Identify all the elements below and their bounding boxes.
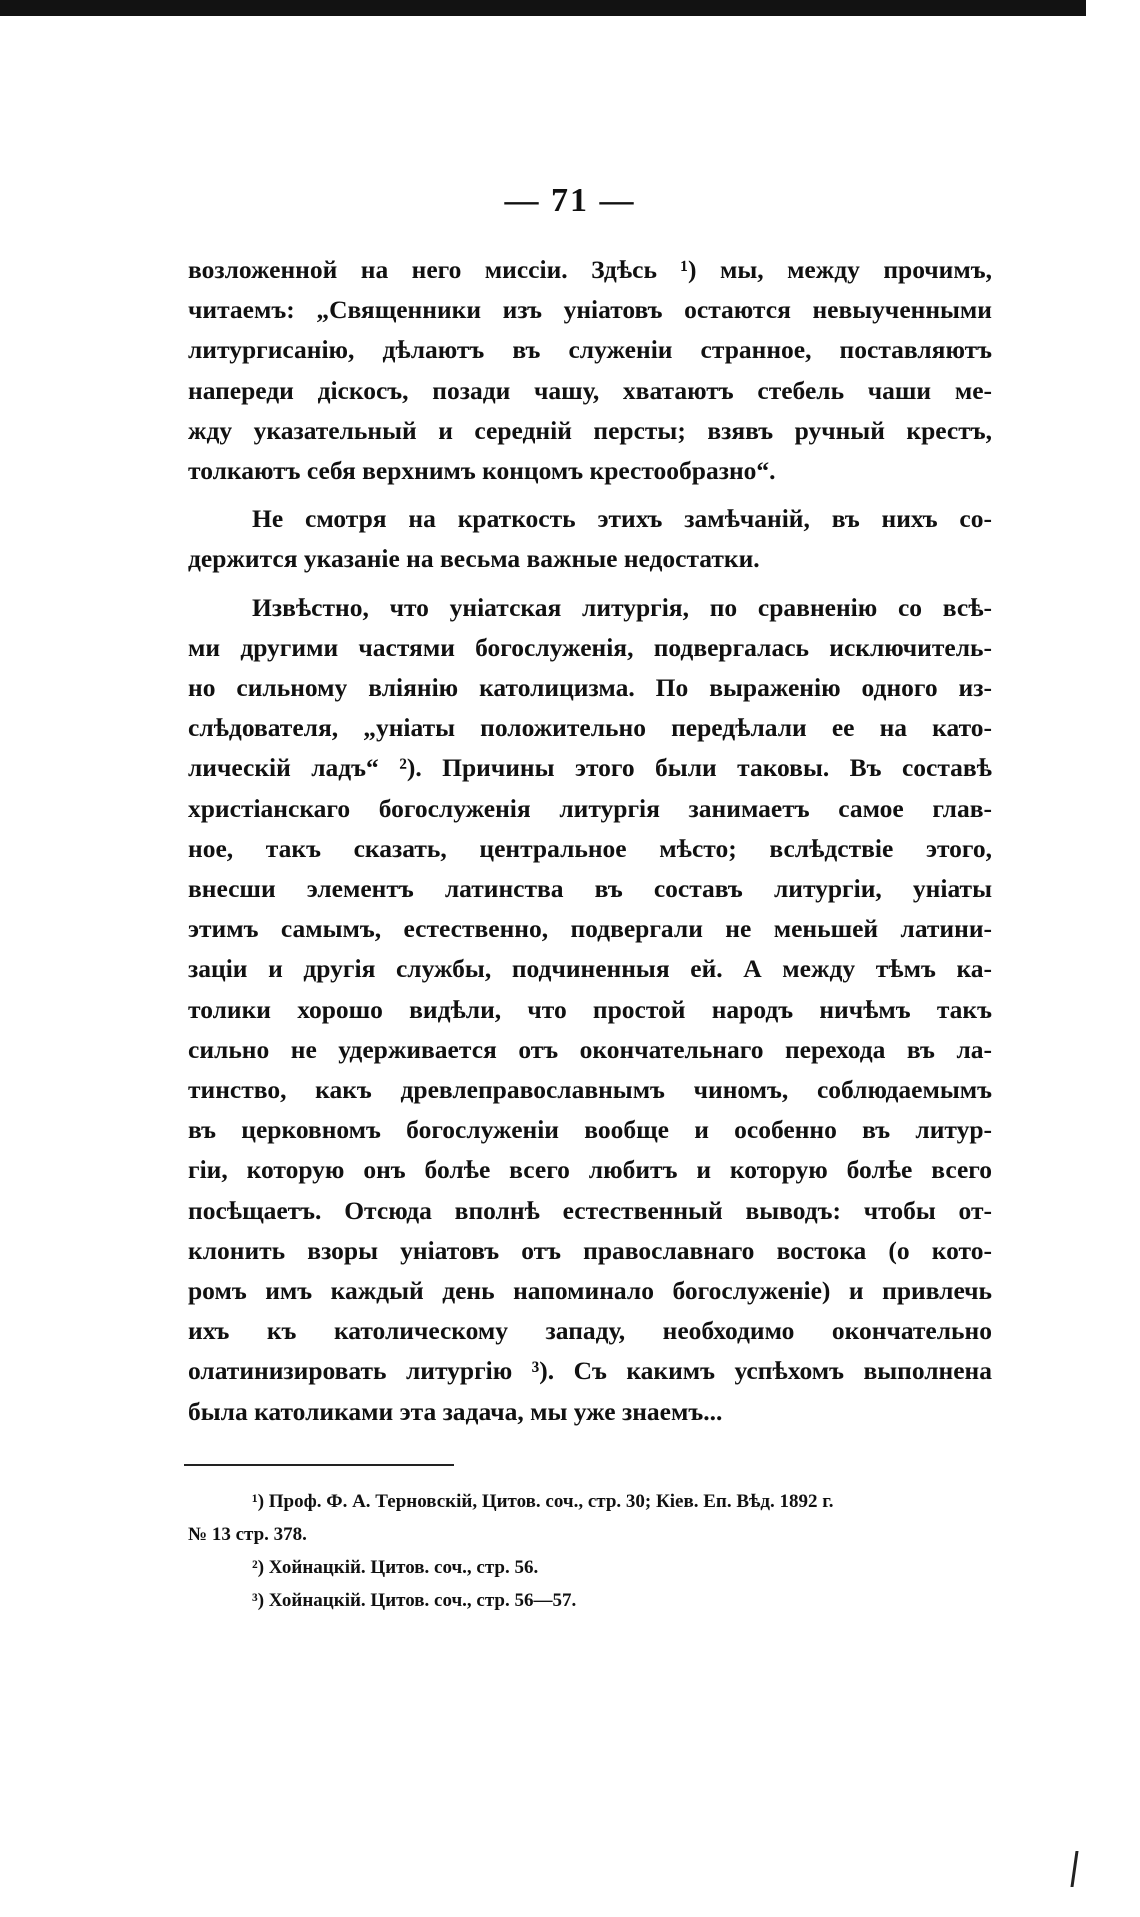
footnote-3: ³) Хойнацкій. Цитов. соч., стр. 56—57.	[252, 1590, 577, 1611]
text-line: жду указательный и середній персты; взявъ ручный крестъ,	[188, 415, 992, 445]
paragraph-1	[188, 250, 992, 491]
text-line: толкаютъ себя верхнимъ концомъ крестообразно“.	[188, 456, 776, 486]
text-line: сильно не удерживается отъ окончательнаго перехода въ ла-	[188, 1034, 992, 1064]
text-line: лическій ладъ“ ²). Причины этого были таковы. Въ составѣ	[188, 753, 992, 783]
text-line: заціи и другія службы, подчиненныя ей. А между тѣмъ ка-	[188, 954, 992, 984]
text-line: Извѣстно, что уніатская литургія, по сравненію со всѣ-	[252, 592, 992, 622]
footnotes	[188, 1485, 992, 1617]
text-line: клонить взоры уніатовъ отъ православнаго востока (о кото-	[188, 1235, 992, 1265]
text-line: толики хорошо видѣли, что простой народъ ничѣмъ такъ	[188, 994, 992, 1024]
paragraph-3	[188, 588, 992, 1432]
text-line: слѣдователя, „уніаты положительно передѣлали ее на като-	[188, 713, 992, 743]
text-line: была католиками эта задача, мы уже знаемъ...	[188, 1396, 723, 1426]
text-line: тинство, какъ древлеправославнымъ чиномъ, соблюдаемымъ	[188, 1075, 992, 1105]
text-line: ное, такъ сказать, центральное мѣсто; вслѣдствіе этого,	[188, 833, 992, 863]
footnote-separator	[184, 1464, 454, 1466]
text-line: этимъ самымъ, естественно, подвергали не меньшей латини-	[188, 914, 992, 944]
text-line: литургисанію, дѣлаютъ въ служеніи странное, поставляютъ	[188, 335, 992, 365]
text-line: христіанскаго богослуженія литургія занимаетъ самое глав-	[188, 793, 992, 823]
footnote-1: ¹) Проф. Ф. А. Терновскій, Цитов. соч., стр. 30; Кіев. Еп. Вѣд. 1892 г.	[252, 1491, 834, 1512]
paragraph-2	[188, 499, 992, 579]
text-line: гіи, которую онъ болѣе всего любитъ и которую болѣе всего	[188, 1155, 992, 1185]
text-line: ромъ имъ каждый день напоминало богослуженіе) и привлечь	[188, 1276, 992, 1306]
text-line: читаемъ: „Священники изъ уніатовъ остаются невыученными	[188, 295, 992, 325]
text-line: посѣщаетъ. Отсюда вполнѣ естественный выводъ: чтобы от-	[188, 1195, 992, 1225]
footnote-2: ²) Хойнацкій. Цитов. соч., стр. 56.	[252, 1557, 539, 1578]
text-line: ихъ къ католическому западу, необходимо окончательно	[188, 1316, 992, 1346]
text-line: олатинизировать литургію ³). Съ какимъ успѣхомъ выполнена	[188, 1356, 992, 1386]
text-line: но сильному вліянію католицизма. По выраженію одного из-	[188, 673, 992, 703]
text-line: напереди діскосъ, позади чашу, хватаютъ стебель чаши ме-	[188, 375, 992, 405]
text-line: внесши элементъ латинства въ составъ литургіи, уніаты	[188, 874, 992, 904]
text-line: въ церковномъ богослуженіи вообще и особенно въ литур-	[188, 1115, 992, 1145]
text-line: держится указаніе на весьма важные недостатки.	[188, 544, 760, 574]
main-text	[188, 250, 992, 1432]
text-line: возложенной на него миссіи. Здѣсь ¹) мы, между прочимъ,	[188, 255, 992, 284]
top-border-rule	[0, 0, 1086, 16]
text-line: Не смотря на краткость этихъ замѣчаній, въ нихъ со-	[252, 504, 992, 534]
footnote-1-continuation: № 13 стр. 378.	[188, 1524, 307, 1545]
page-number: — 71 —	[504, 182, 636, 219]
text-line: ми другими частями богослуженія, подвергалась исключитель-	[188, 632, 992, 662]
page-edge-mark	[1056, 1851, 1078, 1887]
